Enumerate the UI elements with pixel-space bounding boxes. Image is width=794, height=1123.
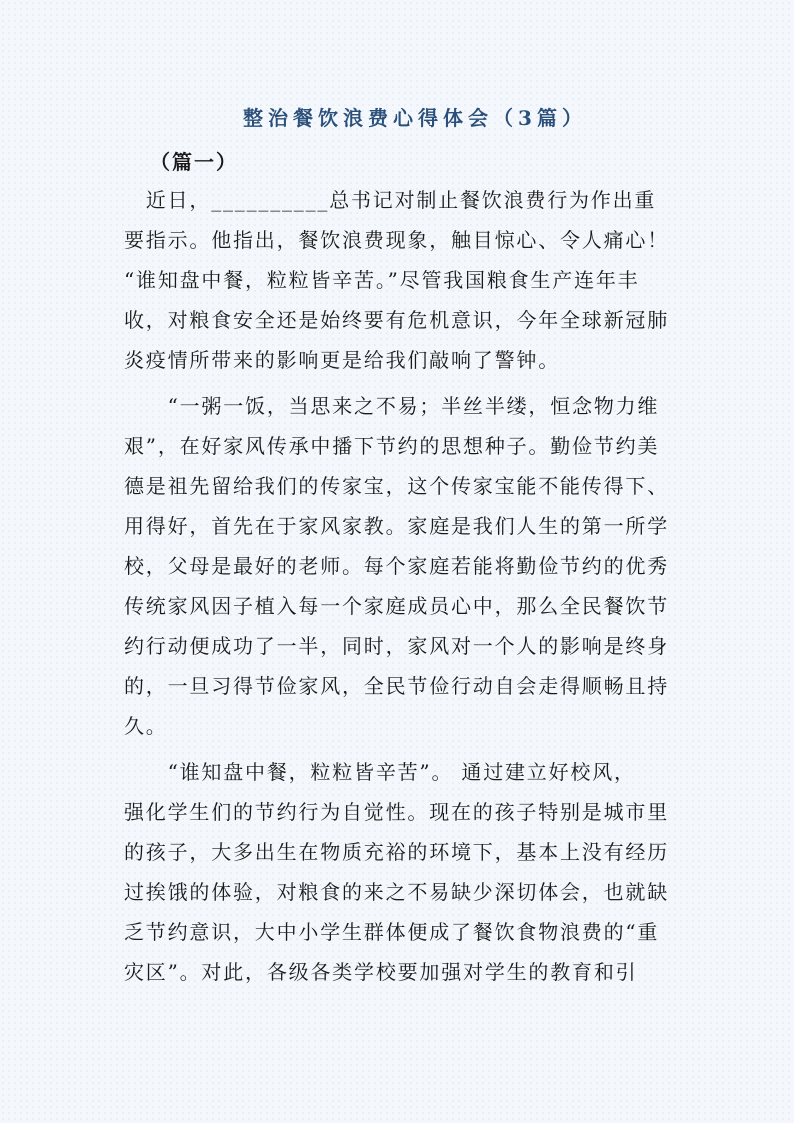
text-line: “一粥一饭，当思来之不易；半丝半缕，恒念物力维 bbox=[124, 394, 660, 418]
text-line: 艰”，在好家风传承中播下节约的思想种子。勤俭节约美 bbox=[124, 434, 660, 458]
text-line: 强化学生们的节约行为自觉性。现在的孩子特别是城市里 bbox=[124, 800, 669, 824]
text-line: 炎疫情所带来的影响更是给我们敲响了警钟。 bbox=[124, 348, 560, 372]
text-line: 收，对粮食安全还是始终要有危机意识，今年全球新冠肺 bbox=[124, 308, 669, 332]
text-line: 德是祖先留给我们的传家宝，这个传家宝能不能传得下、 bbox=[124, 474, 669, 498]
paragraph bbox=[124, 386, 669, 746]
text-line: “谁知盘中餐，粒粒皆辛苦。”尽管我国粮食生产连年丰 bbox=[124, 268, 640, 292]
text-line: 灾区”。对此，各级各类学校要加强对学生的教育和引 bbox=[124, 960, 638, 984]
text-line: 的孩子，大多出生在物质充裕的环境下，基本上没有经历 bbox=[124, 840, 669, 864]
section-heading: （篇一） bbox=[150, 150, 238, 174]
document-body bbox=[124, 180, 669, 992]
text-line: “谁知盘中餐，粒粒皆辛苦”。 通过建立好校风， bbox=[124, 760, 636, 784]
paragraph bbox=[124, 752, 669, 992]
text-line: 传统家风因子植入每一个家庭成员心中，那么全民餐饮节 bbox=[124, 594, 669, 618]
paragraph bbox=[124, 180, 669, 380]
document-title: 整治餐饮浪费心得体会（3篇） bbox=[243, 106, 587, 130]
text-line: 的，一旦习得节俭家风，全民节俭行动自会走得顺畅且持 bbox=[124, 674, 669, 698]
text-line: 乏节约意识，大中小学生群体便成了餐饮食物浪费的“重 bbox=[124, 920, 660, 944]
text-line: 过挨饿的体验，对粮食的来之不易缺少深切体会，也就缺 bbox=[124, 880, 669, 904]
text-line: 近日，__________总书记对制止餐饮浪费行为作出重 bbox=[124, 188, 657, 212]
text-line: 校，父母是最好的老师。每个家庭若能将勤俭节约的优秀 bbox=[124, 554, 669, 578]
text-line: 用得好，首先在于家风家教。家庭是我们人生的第一所学 bbox=[124, 514, 669, 538]
text-line: 要指示。他指出，餐饮浪费现象，触目惊心、令人痛心！ bbox=[124, 228, 669, 252]
text-line: 久。 bbox=[124, 714, 168, 738]
text-line: 约行动便成功了一半，同时，家风对一个人的影响是终身 bbox=[124, 634, 669, 658]
